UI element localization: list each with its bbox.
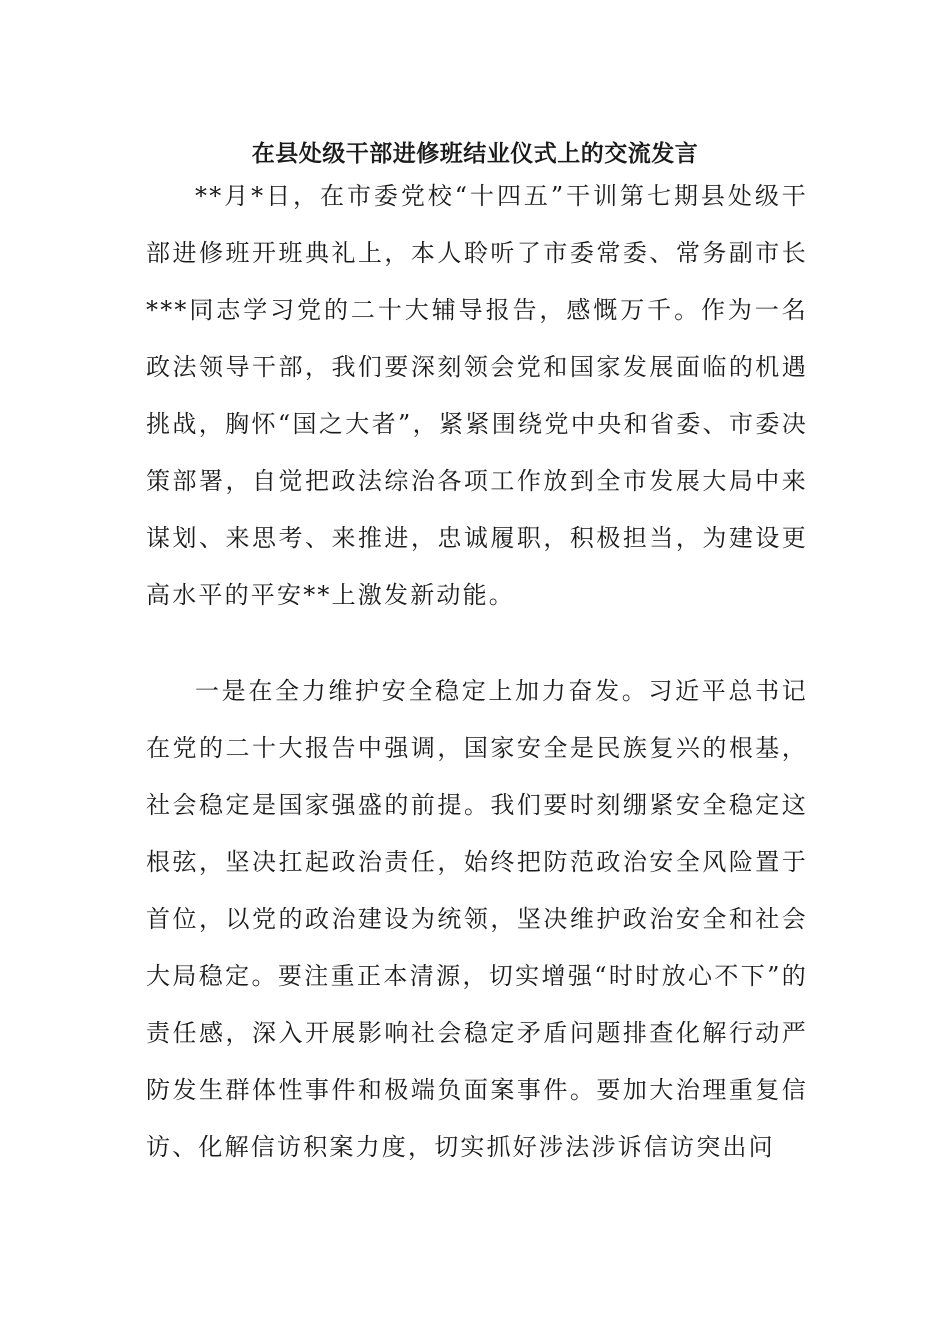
document-title: 在县处级干部进修班结业仪式上的交流发言	[251, 141, 699, 167]
paragraph-security-stability: 一是在全力维护安全稳定上加力奋发。习近平总书记在党的二十大报告中强调，国家安全是民族复兴的根基，社会稳定是国家强盛的前提。我们要时刻绷紧安全稳定这根弦，坚决扛起政治责任，始终把防范政治安全风险置于首位，以党的政治建设为统领，坚决维护政治安全和社会大局稳定。要注重正本清源，切实增强“时时放心不下”的责任感，深入开展影响社会稳定矛盾问题排查化解行动严防发生群体性事件和极端负面案事件。要加大治理重复信访、化解信访积案力度，切实抓好涉法涉诉信访突出问	[146, 677, 808, 1161]
paragraph-intro: **月*日，在市委党校“十四五”干训第七期县处级干部进修班开班典礼上，本人聆听了市委常委、常务副市长***同志学习党的二十大辅导报告，感慨万千。作为一名政法领导干部，我们要深刻领会党和国家发展面临的机遇挑战，胸怀“国之大者”，紧紧围绕党中央和省委、市委决策部署，自觉把政法综治各项工作放到全市发展大局中来谋划、来思考、来推进，忠诚履职，积极担当，为建设更高水平的平安**上激发新动能。	[146, 182, 808, 609]
